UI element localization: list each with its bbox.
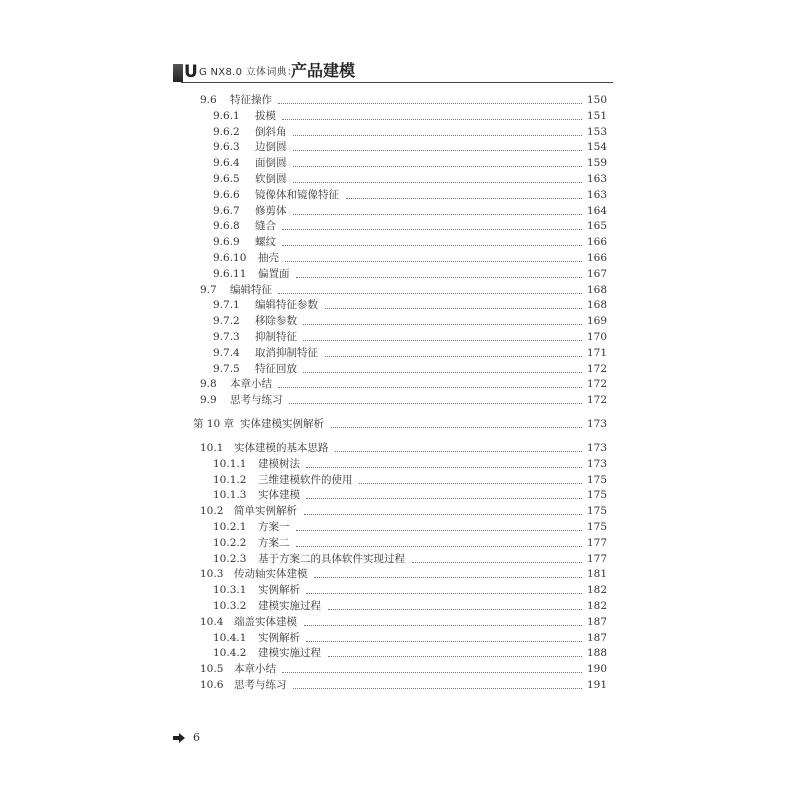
toc-page-number: 169 (586, 315, 607, 328)
toc-number: 10.2.1 (213, 521, 247, 533)
toc-title: 镜像体和镜像特征 (255, 188, 339, 201)
toc-leader (282, 229, 582, 230)
page-number: 6 (193, 731, 200, 744)
toc-subsection[interactable] (0, 551, 800, 567)
toc-leader (346, 198, 582, 199)
toc-subsection[interactable] (0, 598, 800, 614)
toc-title: 拔模 (255, 109, 276, 122)
toc-number: 9.6.3 (213, 141, 240, 154)
toc-page-number: 163 (586, 173, 607, 185)
toc-title: 抑制特征 (255, 331, 297, 343)
toc-page-number: 175 (586, 473, 607, 486)
toc-page-number: 177 (586, 552, 607, 565)
toc-section[interactable] (0, 282, 800, 298)
toc-number: 10.1.1 (213, 457, 247, 470)
toc-leader (282, 672, 582, 673)
toc-page-number: 173 (586, 442, 607, 454)
toc-number: 9.6 (200, 94, 217, 106)
toc-leader (293, 182, 582, 183)
toc-title: 思考与练习 (234, 679, 287, 691)
toc-leader (293, 150, 582, 151)
toc-page-number: 175 (586, 489, 607, 502)
toc-page-number: 153 (586, 125, 607, 138)
toc-number: 第 10 章 (193, 418, 235, 430)
toc-title: 实体建模的基本思路 (234, 442, 329, 454)
toc-page-number: 173 (586, 457, 607, 470)
toc-page-number: 163 (586, 188, 607, 201)
toc-number: 10.3.2 (213, 600, 247, 612)
toc-page-number: 170 (586, 331, 607, 343)
toc-subsection[interactable] (0, 250, 800, 266)
toc-title: 移除参数 (255, 315, 297, 328)
toc-number: 10.1.2 (213, 473, 247, 486)
toc-title: 偏置面 (258, 267, 290, 280)
toc-leader (296, 530, 582, 531)
toc-title: 实体建模实例解析 (240, 418, 324, 430)
toc-page-number: 191 (586, 679, 607, 691)
toc-title: 面倒圆 (255, 157, 287, 170)
toc-title: 螺纹 (255, 236, 276, 249)
toc-subsection[interactable] (0, 345, 800, 361)
toc-title: 取消抑制特征 (255, 346, 318, 359)
toc-title: 简单实例解析 (234, 505, 297, 518)
toc-leader (328, 609, 582, 610)
toc-section[interactable] (0, 661, 800, 677)
toc-page-number: 168 (586, 299, 607, 312)
toc-number: 9.6.2 (213, 125, 240, 138)
toc-page-number: 172 (586, 362, 607, 375)
toc-number: 9.7.4 (213, 346, 240, 359)
toc-leader (328, 656, 582, 657)
toc-page-number: 188 (586, 647, 607, 660)
toc-number: 10.4.1 (213, 631, 247, 644)
toc-leader (282, 119, 582, 120)
toc-subsection[interactable] (0, 155, 800, 171)
toc-number: 10.1 (200, 442, 224, 454)
toc-leader (304, 514, 582, 515)
toc-leader (282, 245, 582, 246)
toc-page-number: 182 (586, 600, 607, 612)
toc-section[interactable] (0, 566, 800, 582)
toc-page-number: 171 (586, 346, 607, 359)
toc-subsection[interactable] (0, 124, 800, 140)
toc-number: 9.7.5 (213, 362, 240, 375)
toc-leader (293, 166, 582, 167)
toc-number: 10.5 (200, 663, 224, 676)
toc-page-number: 173 (586, 418, 607, 430)
toc-leader (335, 451, 582, 452)
toc-subsection[interactable] (0, 297, 800, 313)
toc-title: 实例解析 (258, 631, 300, 644)
toc-page-number: 154 (586, 141, 607, 154)
toc-leader (325, 308, 582, 309)
toc-leader (278, 293, 582, 294)
toc-page-number: 181 (586, 568, 607, 581)
toc-number: 9.6.1 (213, 109, 240, 122)
toc-page-number: 159 (586, 157, 607, 170)
toc-number: 9.9 (200, 394, 217, 407)
toc-page-number: 175 (586, 505, 607, 518)
toc-leader (293, 214, 582, 215)
toc-section[interactable] (0, 92, 800, 108)
toc-subsection[interactable] (0, 218, 800, 234)
toc-page-number: 172 (586, 394, 607, 407)
toc-leader (289, 403, 582, 404)
toc-page-number: 150 (586, 94, 607, 106)
toc-number: 9.7 (200, 283, 217, 296)
toc-number: 9.6.9 (213, 236, 240, 249)
toc-page-number: 187 (586, 631, 607, 644)
toc-page-number: 182 (586, 584, 607, 597)
toc-title: 特征操作 (230, 94, 272, 106)
toc-leader (303, 340, 582, 341)
toc-title: 建模实施过程 (258, 600, 321, 612)
toc-title: 实例解析 (258, 584, 300, 597)
toc-leader (293, 135, 582, 136)
toc-number: 10.3.1 (213, 584, 247, 597)
toc-leader (296, 546, 582, 547)
toc-number: 10.2 (200, 505, 224, 518)
toc-chapter[interactable] (0, 416, 800, 432)
toc-page-number: 165 (586, 220, 607, 233)
toc-leader (306, 498, 582, 499)
toc-subsection[interactable] (0, 203, 800, 219)
toc-subsection[interactable] (0, 234, 800, 250)
toc-section[interactable] (0, 376, 800, 392)
toc-page-number: 172 (586, 378, 607, 391)
toc-number: 10.6 (200, 679, 224, 691)
toc-subsection[interactable] (0, 535, 800, 551)
toc-subsection[interactable] (0, 187, 800, 203)
toc-title: 三维建模软件的使用 (258, 473, 353, 486)
toc-page-number: 167 (586, 267, 607, 280)
toc-number: 9.8 (200, 378, 217, 391)
toc-number: 9.6.4 (213, 157, 240, 170)
toc-number: 9.6.10 (213, 252, 247, 264)
toc-number: 10.2.3 (213, 552, 247, 565)
toc-leader (306, 641, 582, 642)
toc-subsection[interactable] (0, 313, 800, 329)
toc-number: 9.6.7 (213, 204, 240, 217)
toc-title: 软倒圆 (255, 173, 287, 185)
toc-number: 9.7.2 (213, 315, 240, 328)
toc-number: 9.6.8 (213, 220, 240, 233)
toc-title: 特征回放 (255, 362, 297, 375)
toc-page-number: 166 (586, 236, 607, 249)
toc-title: 抽壳 (258, 252, 279, 264)
toc-leader (303, 324, 582, 325)
toc-title: 实体建模 (258, 489, 300, 502)
toc-title: 方案一 (258, 521, 290, 533)
toc-leader (325, 356, 582, 357)
toc-title: 思考与练习 (230, 394, 283, 407)
toc-subsection[interactable] (0, 519, 800, 535)
toc-page-number: 190 (586, 663, 607, 676)
toc-section[interactable] (0, 677, 800, 693)
toc-page-number: 187 (586, 615, 607, 628)
toc-number: 9.6.11 (213, 267, 247, 280)
toc-title: 传动轴实体建模 (234, 568, 308, 581)
toc-section[interactable] (0, 392, 800, 408)
toc-leader (359, 483, 582, 484)
toc-section[interactable] (0, 503, 800, 519)
toc-number: 10.4 (200, 615, 224, 628)
toc-leader (304, 625, 582, 626)
toc-leader (412, 562, 582, 563)
toc-page-number: 168 (586, 283, 607, 296)
toc-title: 修剪体 (255, 204, 287, 217)
toc-title: 本章小结 (234, 663, 276, 676)
toc-subsection[interactable] (0, 487, 800, 503)
toc-title: 基于方案二的具体软件实现过程 (258, 552, 405, 565)
toc-subsection[interactable] (0, 630, 800, 646)
toc-subsection[interactable] (0, 472, 800, 488)
toc-title: 倒斜角 (255, 125, 287, 138)
toc-number: 10.1.3 (213, 489, 247, 502)
toc-subsection[interactable] (0, 139, 800, 155)
toc-title: 端盖实体建模 (234, 615, 297, 628)
toc-leader (331, 427, 582, 428)
toc-number: 9.6.6 (213, 188, 240, 201)
toc-subsection[interactable] (0, 361, 800, 377)
toc-leader (278, 103, 582, 104)
toc-leader (303, 372, 582, 373)
toc-leader (296, 277, 582, 278)
toc-title: 方案二 (258, 536, 290, 549)
toc-number: 10.2.2 (213, 536, 247, 549)
toc-page-number: 177 (586, 536, 607, 549)
toc-title: 编辑特征 (230, 283, 272, 296)
toc-number: 9.6.5 (213, 173, 240, 185)
toc-title: 边倒圆 (255, 141, 287, 154)
toc-section[interactable] (0, 614, 800, 630)
toc-number: 9.7.1 (213, 299, 240, 312)
logo-letter: U (184, 62, 198, 82)
toc-subsection[interactable] (0, 266, 800, 282)
toc-title: 编辑特征参数 (255, 299, 318, 312)
book-title: 产品建模 (291, 61, 356, 80)
toc-leader (306, 467, 582, 468)
toc-number: 9.7.3 (213, 331, 240, 343)
toc-page-number: 164 (586, 204, 607, 217)
toc-subsection[interactable] (0, 456, 800, 472)
toc-subsection[interactable] (0, 329, 800, 345)
toc-number: 10.4.2 (213, 647, 247, 660)
toc-title: 本章小结 (230, 378, 272, 391)
toc-leader (285, 261, 582, 262)
toc-leader (278, 387, 582, 388)
toc-title: 建模实施过程 (258, 647, 321, 660)
toc-subsection[interactable] (0, 171, 800, 187)
toc-page-number: 175 (586, 521, 607, 533)
toc-page-number: 166 (586, 252, 607, 264)
series-name: G NX8.0 立体词典： (199, 67, 298, 78)
toc-title: 缝合 (255, 220, 276, 233)
toc-subsection[interactable] (0, 582, 800, 598)
toc-leader (314, 577, 582, 578)
toc-section[interactable] (0, 440, 800, 456)
toc-page-number: 151 (586, 109, 607, 122)
toc-leader (293, 688, 582, 689)
toc-subsection[interactable] (0, 108, 800, 124)
toc-number: 10.3 (200, 568, 224, 581)
toc-subsection[interactable] (0, 645, 800, 661)
toc-title: 建模树法 (258, 457, 300, 470)
toc-leader (306, 593, 582, 594)
